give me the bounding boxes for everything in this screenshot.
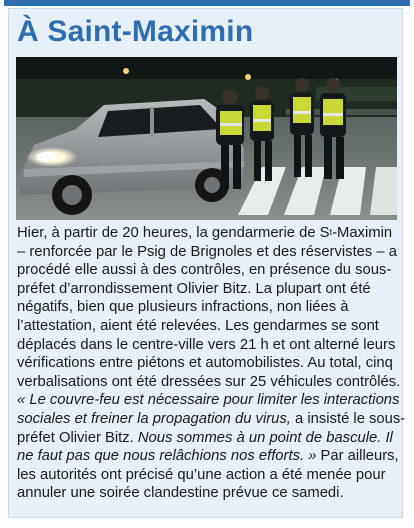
article-photo (16, 57, 397, 220)
street-light (245, 74, 251, 80)
quote-line: préfet Olivier Bitz. Nous sommes à un point de bascule. Il (17, 429, 393, 446)
article-body (17, 224, 406, 503)
quote-line: ne faut pas que nous relâchions nos efforts. » Par ailleurs, (17, 448, 399, 465)
body-line: verbalisations ont été dressées sur 25 véhicules contrôlés. (17, 373, 401, 390)
body-line: les autorités ont précisé qu’une action a été menée pour (17, 466, 386, 483)
body-line: déplacés dans le centre-ville vers 21 h et ont alterné leurs (17, 336, 396, 353)
body-line: annuler une soirée clandestine prévue ce samedi. (17, 485, 344, 502)
quote-line: sociales et freiner la propagation du virus, a insisté le sous- (17, 410, 406, 427)
photo-scene (16, 57, 397, 220)
body-line: – renforcée par le Psig de Brignoles et des réservistes – a (17, 243, 397, 260)
body-line: préfet d’arrondissement Olivier Bitz. La plupart ont été (17, 280, 371, 297)
street-light (123, 68, 129, 74)
body-line: négatifs, bien que plusieurs infractions, non liées à (17, 299, 349, 316)
quote-line: « Le couvre-feu est nécessaire pour limiter les interactions (17, 392, 400, 409)
body-line: vérifications entre piétons et automobilistes. Au total, cinq (17, 355, 393, 372)
top-rule (4, 0, 410, 6)
body-line: procédé elle aussi à des contrôles, en présence du sous- (17, 262, 392, 279)
body-line: l’attestation, aient été relevées. Les gendarmes se sont (17, 317, 379, 334)
headline: À Saint-Maximin (17, 15, 254, 48)
body-line: Hier, à partir de 20 heures, la gendarmerie de $S^t$-Maximin (17, 225, 393, 241)
